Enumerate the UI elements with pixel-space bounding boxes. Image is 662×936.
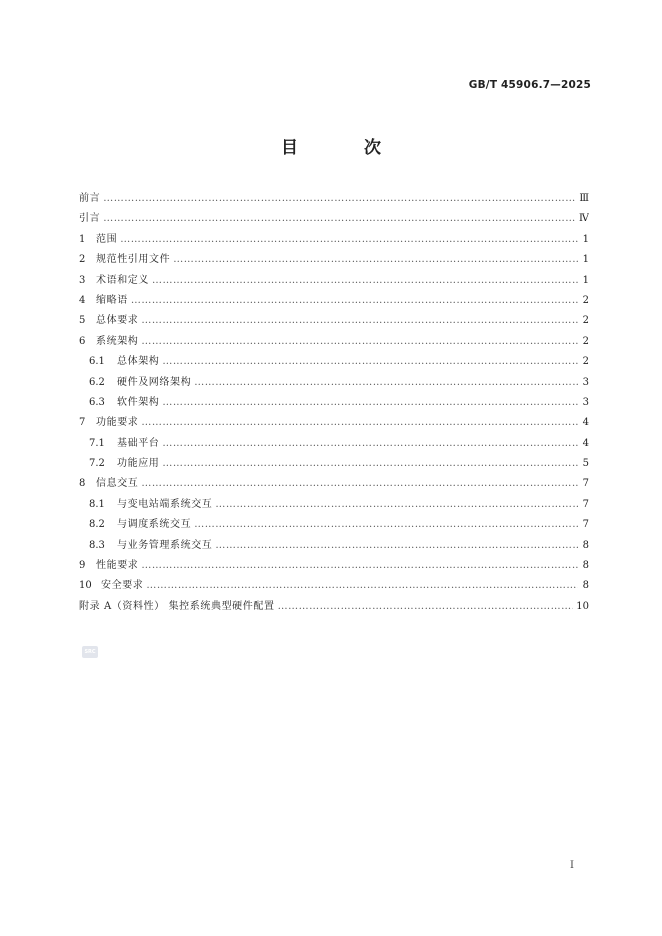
toc-entry[interactable] (79, 474, 589, 494)
toc-leader-dots (120, 234, 578, 245)
toc-entry-number: 7 (79, 417, 86, 429)
toc-entry-number: 6.3 (89, 396, 105, 408)
toc-entry[interactable] (79, 271, 589, 291)
toc-leader-dots (215, 499, 578, 510)
toc-leader-dots (146, 580, 578, 591)
toc-entry-page: 1 (582, 233, 589, 245)
toc-entry-label: 与变电站端系统交互 (117, 498, 213, 510)
toc-entry-page: 7 (582, 519, 589, 531)
toc-entry-label: 范围 (96, 233, 118, 245)
toc-entry-page: Ⅲ (579, 193, 589, 204)
toc-leader-dots (141, 478, 578, 489)
toc-entry[interactable] (79, 413, 589, 433)
toc-entry-page: 2 (582, 294, 589, 306)
toc-entry-page: 5 (582, 458, 589, 470)
toc-entry-number: 1 (79, 233, 86, 245)
toc-entry-label: 软件架构 (117, 396, 160, 408)
toc-entry[interactable] (79, 495, 589, 515)
toc-entry-page: 2 (582, 356, 589, 368)
toc-leader-dots (162, 356, 578, 367)
toc-entry-page: 8 (582, 560, 589, 572)
toc-entry-number: 8.2 (89, 519, 105, 531)
toc-entry-page: 8 (582, 580, 589, 592)
toc-entry[interactable] (79, 454, 589, 474)
toc-entry-page: 1 (582, 274, 589, 286)
toc-entry-label: 系统架构 (96, 335, 139, 347)
toc-entry-label: 总体要求 (96, 315, 139, 327)
toc-entry-number: 6.2 (89, 376, 105, 388)
toc-entry-page: 10 (576, 600, 589, 612)
toc-entry-number: 6.1 (89, 356, 105, 368)
toc-entry-number: 5 (79, 315, 86, 327)
standard-number: GB/T 45906.7—2025 (468, 79, 591, 91)
toc-entry-number: 8.3 (89, 539, 105, 551)
toc-entry-label: 与调度系统交互 (117, 519, 192, 531)
toc-entry-number: 7.1 (89, 437, 105, 449)
toc-entry[interactable] (79, 597, 589, 617)
toc-entry-label: 基础平台 (117, 437, 160, 449)
toc-entry[interactable] (79, 515, 589, 535)
toc-list (79, 189, 589, 617)
toc-leader-dots (141, 315, 578, 326)
toc-entry-label: 功能应用 (117, 458, 160, 470)
toc-entry[interactable] (79, 576, 589, 596)
toc-entry[interactable] (79, 434, 589, 454)
toc-entry[interactable] (79, 209, 589, 229)
toc-entry-page: 2 (582, 315, 589, 327)
toc-leader-dots (103, 193, 576, 204)
toc-leader-dots (215, 540, 578, 551)
toc-entry[interactable] (79, 189, 589, 209)
toc-entry-page: 8 (582, 539, 589, 551)
toc-entry-page: 7 (582, 478, 589, 490)
toc-leader-dots (278, 601, 574, 612)
toc-entry[interactable] (79, 291, 589, 311)
toc-entry-number: 6 (79, 335, 86, 347)
toc-entry-page: 4 (582, 417, 589, 429)
watermark-stamp: SRC (82, 646, 98, 658)
toc-entry-number: 9 (79, 560, 86, 572)
page-number: I (570, 860, 574, 871)
toc-entry[interactable] (79, 311, 589, 331)
toc-entry-label: 信息交互 (96, 478, 139, 490)
toc-entry[interactable] (79, 230, 589, 250)
toc-entry-page: 7 (582, 498, 589, 510)
toc-entry-label: 硬件及网络架构 (117, 376, 192, 388)
toc-entry-number: 8.1 (89, 498, 105, 510)
toc-leader-dots (162, 397, 578, 408)
toc-entry-label: 功能要求 (96, 417, 139, 429)
toc-entry-label: 引言 (79, 213, 101, 225)
toc-entry-number: 3 (79, 274, 86, 286)
toc-leader-dots (141, 560, 578, 571)
toc-entry-number: 8 (79, 478, 86, 490)
toc-entry-page: 2 (582, 335, 589, 347)
toc-entry-number: 7.2 (89, 458, 105, 470)
toc-entry[interactable] (79, 250, 589, 270)
toc-entry-label: 缩略语 (96, 294, 128, 306)
toc-entry[interactable] (79, 373, 589, 393)
toc-leader-dots (173, 254, 578, 265)
toc-leader-dots (152, 275, 578, 286)
toc-leader-dots (194, 377, 578, 388)
toc-entry-page: 4 (582, 437, 589, 449)
toc-entry[interactable] (79, 556, 589, 576)
toc-leader-dots (131, 295, 578, 306)
toc-entry[interactable] (79, 332, 589, 352)
toc-entry-page: Ⅳ (579, 213, 589, 225)
toc-entry-label: 安全要求 (101, 580, 144, 592)
toc-entry-label: 性能要求 (96, 560, 139, 572)
toc-entry-label: 总体架构 (117, 356, 160, 368)
toc-leader-dots (162, 458, 578, 469)
toc-entry-page: 1 (582, 254, 589, 266)
toc-leader-dots (162, 438, 578, 449)
toc-entry-number: 2 (79, 254, 86, 266)
toc-entry-page: 3 (582, 396, 589, 408)
toc-entry-label: 术语和定义 (96, 274, 149, 286)
toc-title: 目 次 (281, 138, 411, 158)
toc-entry-label: 前言 (79, 193, 101, 204)
toc-entry[interactable] (79, 393, 589, 413)
toc-leader-dots (194, 519, 578, 530)
toc-entry[interactable] (79, 352, 589, 372)
toc-leader-dots (103, 213, 576, 224)
toc-entry-number: 4 (79, 294, 86, 306)
toc-leader-dots (141, 336, 578, 347)
toc-entry-number: 10 (79, 580, 92, 592)
toc-entry-label: 附录 A（资料性） 集控系统典型硬件配置 (79, 600, 275, 612)
toc-entry-label: 与业务管理系统交互 (117, 539, 213, 551)
toc-entry-page: 3 (582, 376, 589, 388)
toc-entry-label: 规范性引用文件 (96, 254, 171, 266)
toc-entry[interactable] (79, 536, 589, 556)
toc-leader-dots (141, 417, 578, 428)
